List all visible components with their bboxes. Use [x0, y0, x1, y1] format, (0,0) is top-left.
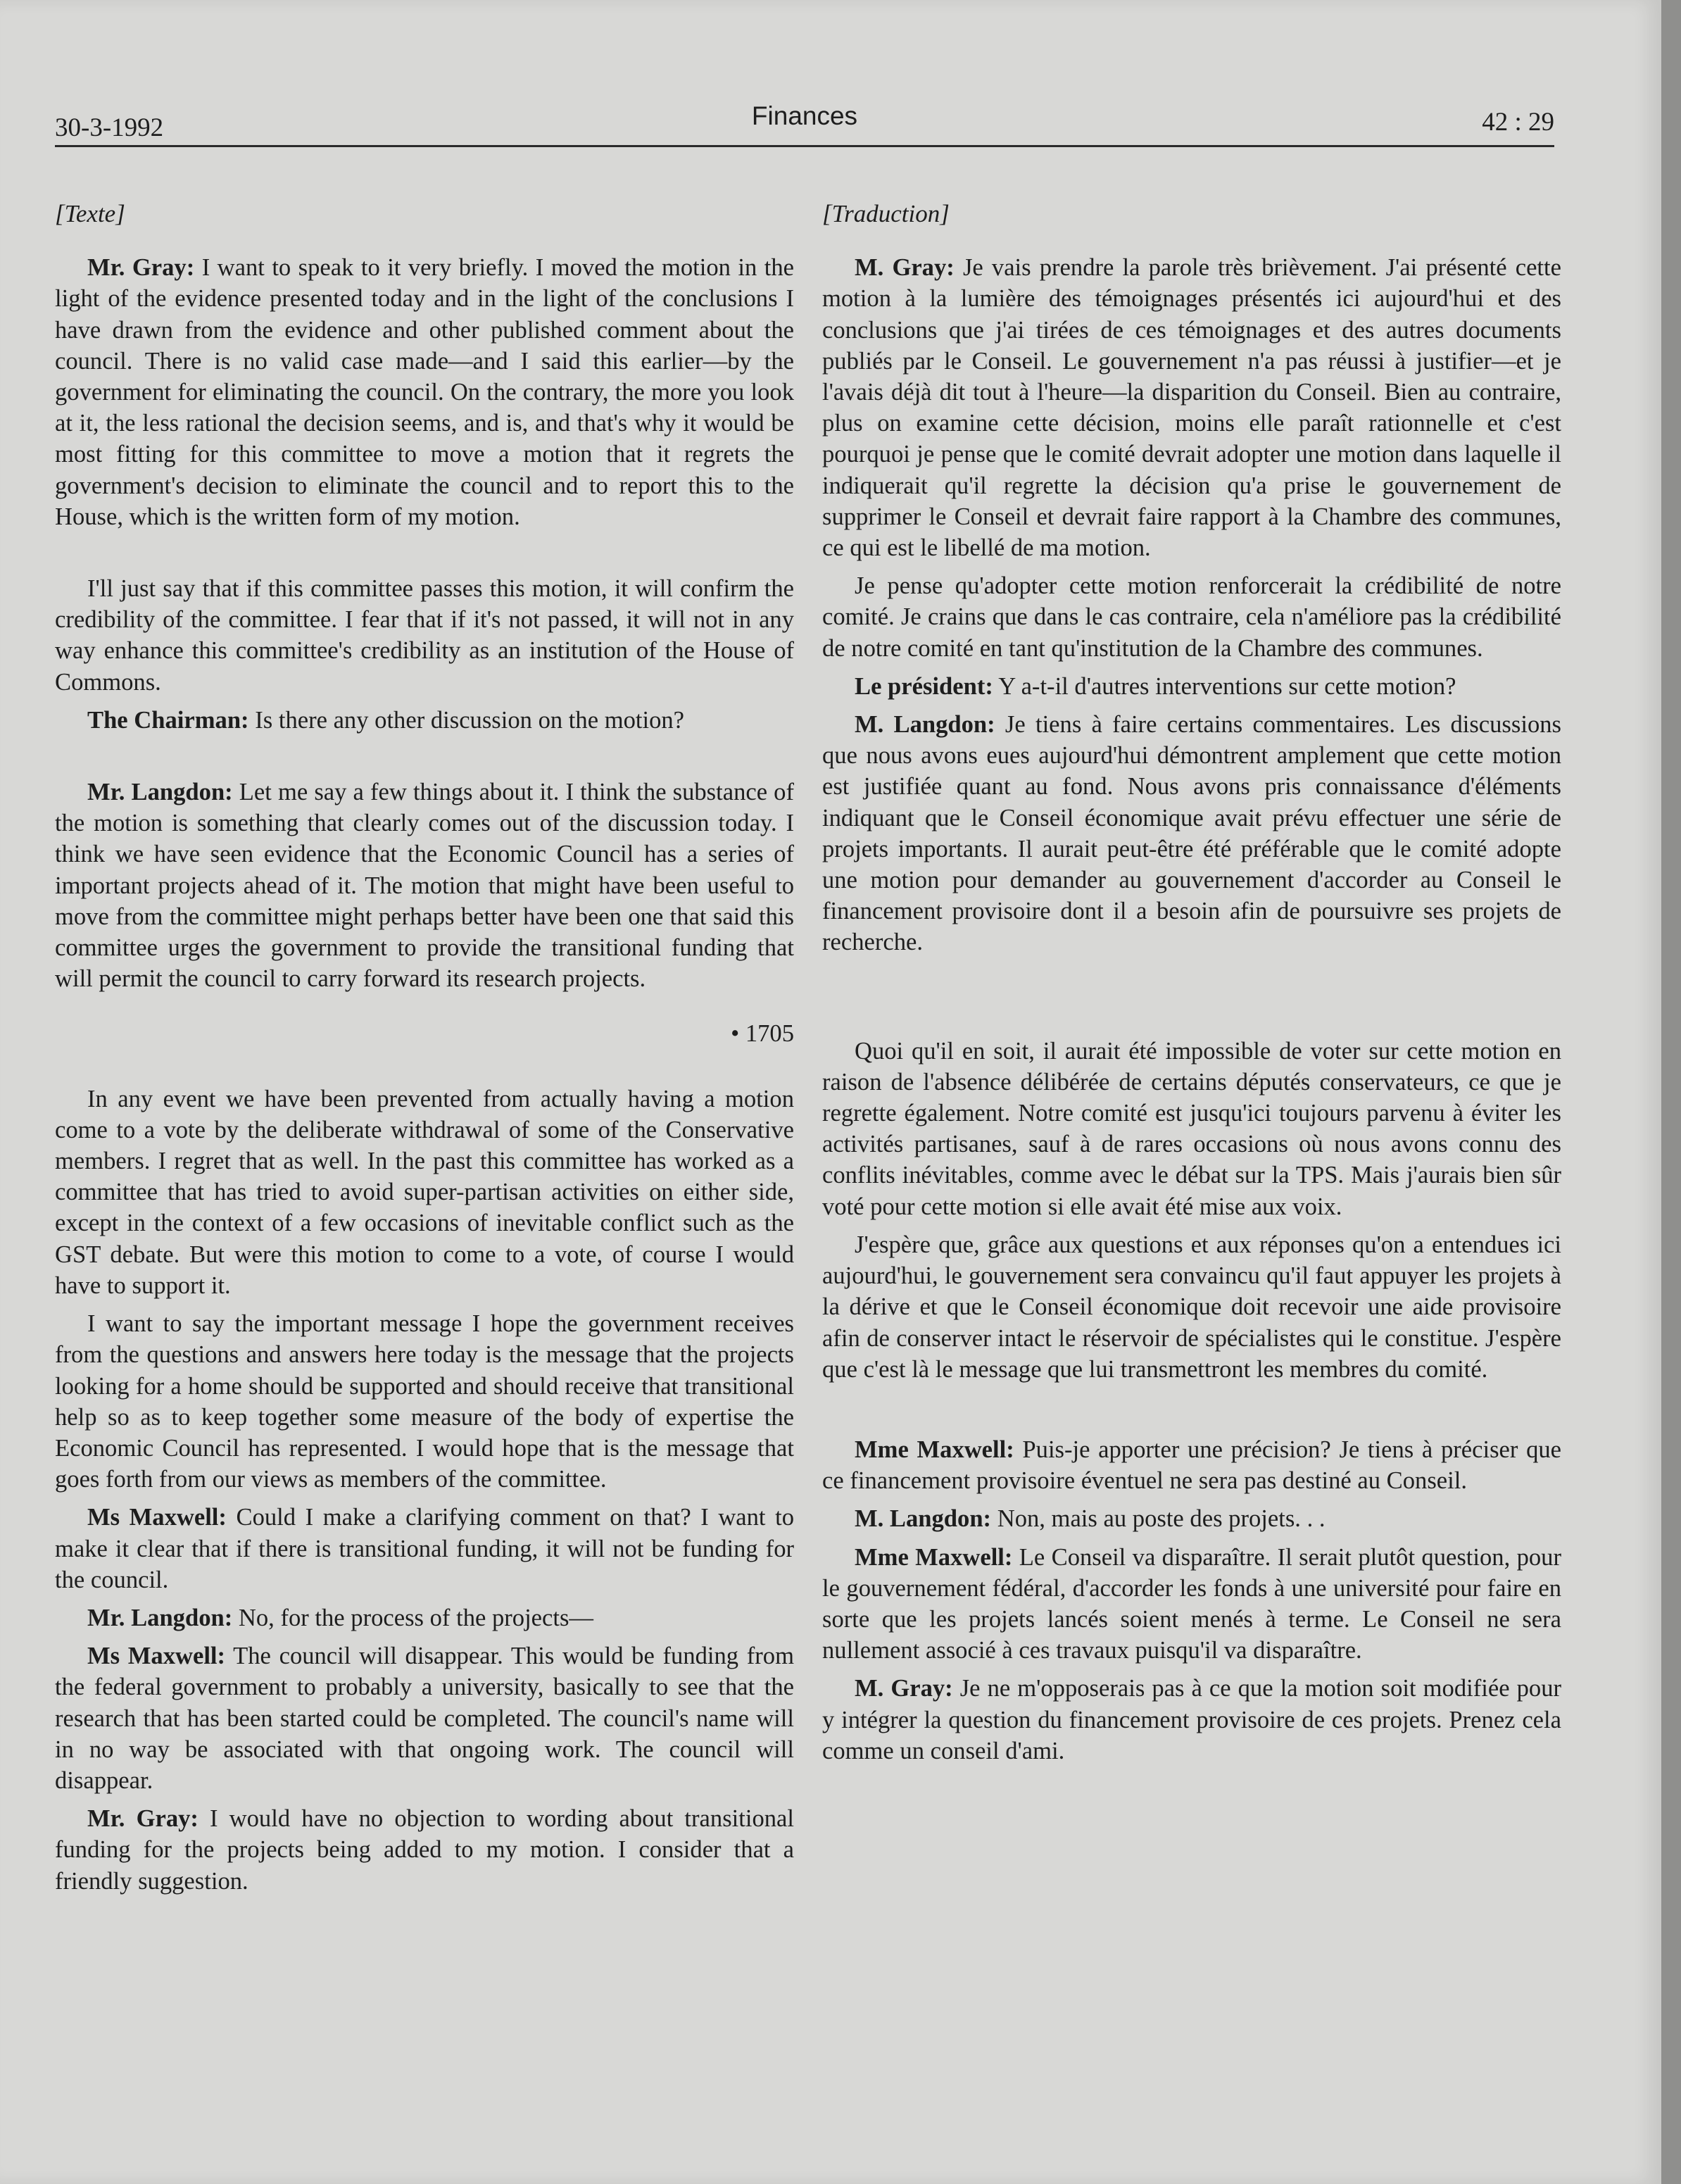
paragraph — [822, 671, 1561, 702]
speech: I'll just say that if this committee passes this motion, it will confirm the credibility of the committee. I fear that if it's not passed, it will not in any way enhance this committee's credibility as an institution of the House of Commons. — [55, 575, 794, 696]
paragraph — [55, 573, 794, 698]
header-date: 30-3-1992 — [55, 113, 164, 142]
speaker: Mr. Langdon: — [87, 1604, 233, 1631]
paragraph — [822, 1673, 1561, 1766]
paragraph — [55, 252, 794, 532]
page-edge-shadow — [1661, 0, 1681, 2184]
paragraph — [822, 252, 1561, 563]
speaker: Mr. Langdon: — [87, 779, 233, 806]
speaker: M. Gray: — [855, 1675, 953, 1702]
speech: Je pense qu'adopter cette motion renforcerait la crédibilité de notre comité. Je crains que dans le cas contraire, cela n'améliore pas la crédibilité de notre comité en tant qu'institution de la Chambre des communes. — [822, 572, 1561, 662]
speaker: Mme Maxwell: — [855, 1436, 1014, 1463]
paragraph — [55, 777, 794, 994]
speech: J'espère que, grâce aux questions et aux réponses qu'on a entendues ici aujourd'hui, le gouvernement sera convaincu qu'il faut appuyer les projets à la dérive et que le Conseil économique doit recevoir une aide provisoire afin de conserver intact le réservoir de spécialistes qui le constitue. J'espère que c'est là le message que lui transmettront les membres du comité. — [822, 1231, 1561, 1383]
english-column — [55, 199, 794, 1897]
paragraph — [55, 1640, 794, 1796]
speech: Le Conseil va disparaître. Il serait plutôt question, pour le gouvernement fédéral, d'accorder les fonds à une université pour faire en sorte que les projets lancés soient menés à terme. Le Conseil ne sera nullement associé à ces travaux puisqu'il va disparaître. — [822, 1543, 1561, 1664]
french-column — [822, 199, 1561, 1766]
paragraph — [55, 1803, 794, 1897]
paragraph — [55, 1308, 794, 1495]
section-label-texte: [Texte] — [55, 200, 125, 227]
speaker: M. Langdon: — [855, 1505, 992, 1533]
speech: I want to speak to it very briefly. I moved the motion in the light of the evidence presented today and in the light of the conclusions I have drawn from the evidence and other published comment about the council. There is no valid case made—and I said this earlier—by the government for eliminating the council. On the contrary, the more you look at it, the less rational the decision seems, and is, and that's why it would be most fitting for this committee to move a motion that it regrets the government's decision to eliminate the council and to report this to the House, which is the written form of my motion. — [55, 254, 795, 530]
paragraph — [55, 705, 794, 736]
speech: The council will disappear. This would be funding from the federal government to probably a university, basically to see that the research that has been started could be completed. The council's name will in no way be associated with that ongoing work. The council will disappear. — [55, 1643, 794, 1794]
speech: Y a-t-il d'autres interventions sur cette motion? — [993, 672, 1456, 700]
header-title: Finances — [751, 101, 858, 130]
paragraph — [822, 1503, 1561, 1534]
speech: I would have no objection to wording about transitional funding for the projects being added to my motion. I consider that a friendly suggestion. — [55, 1805, 795, 1895]
speaker: Le président: — [855, 672, 993, 700]
speaker: Mr. Gray: — [87, 254, 195, 282]
speaker: Ms Maxwell: — [87, 1504, 227, 1531]
speech: Let me say a few things about it. I think the substance of the motion is something that clearly comes out of the discussion today. I think we have seen evidence that the Economic Council has a series of important projects ahead of it. The motion that might have been useful to move from the committee might perhaps better have been one that said this committee urges the government to provide the transitional funding that will permit the council to carry forward its research projects. — [55, 779, 794, 993]
speaker: Ms Maxwell: — [87, 1643, 226, 1670]
header-page-number: 42 : 29 — [1482, 108, 1554, 137]
paragraph — [822, 1036, 1561, 1222]
speech: Je vais prendre la parole très brièvement. J'ai présenté cette motion à la lumière des témoignages présentés ici aujourd'hui et des conclusions que j'ai tirées de ces témoignages et des autres documents publiés par le Conseil. Le gouvernement n'a pas réussi à justifier—et je l'avais déjà dit tout à l'heure—la disparition du Conseil. Bien au contraire, plus on examine cette décision, moins elle paraît rationnelle et c'est pourquoi je pense que le comité devrait adopter une motion dans laquelle il indiquerait qu'il regrette la décision qu'a prise le gouvernement de supprimer le Conseil et devrait faire rapport à la Chambre des communes, ce qui est le libellé de ma motion. — [822, 254, 1561, 562]
paragraph — [822, 1542, 1561, 1667]
speech: Je tiens à faire certains commentaires. Les discussions que nous avons eues aujourd'hui démontrent amplement que cette motion est justifiée quant au fond. Nous avons pris connaissance d'éléments indiquant que le Conseil économique avait prévu effectuer une série de projets importants. Il aurait peut-être été préférable que le comité adopte une motion pour demander au gouvernement d'accorder au Conseil le financement provisoire dont il a besoin afin de poursuivre ses projets de recherche. — [822, 711, 1561, 956]
speaker: M. Gray: — [855, 254, 955, 282]
speech: Is there any other discussion on the motion? — [248, 706, 685, 734]
speech: Je ne m'opposerais pas à ce que la motion soit modifiée pour y intégrer la question du financement provisoire de ces projets. Prenez cela comme un conseil d'ami. — [822, 1675, 1561, 1764]
paragraph — [822, 570, 1561, 664]
speaker: M. Langdon: — [855, 711, 995, 739]
speech: No, for the process of the projects— — [232, 1604, 594, 1631]
paragraph — [55, 1502, 794, 1595]
speaker: Mr. Gray: — [87, 1805, 199, 1833]
speaker: Mme Maxwell: — [855, 1543, 1013, 1571]
speech: Non, mais au poste des projets. . . — [991, 1505, 1326, 1533]
paragraph — [822, 709, 1561, 958]
paragraph — [822, 1229, 1561, 1385]
speech: Quoi qu'il en soit, il aurait été impossible de voter sur cette motion en raison de l'absence délibérée de certains députés conservateurs, ce que je regrette également. Notre comité est jusqu'ici toujours parvenu à éviter les activités partisanes, sauf à de rares occasions où nous avons connu des conflits inévitables, comme avec le débat sur la TPS. Mais j'aurais bien sûr voté pour cette motion si elle avait été mise aux voix. — [822, 1037, 1561, 1220]
timestamp: • 1705 — [731, 1020, 794, 1048]
speech: I want to say the important message I hope the government receives from the questions and answers here today is the message that the projects looking for a home should be supported and should receive that transitional help so as to keep together some measure of the body of expertise the Economic Council has represented. I would hope that is the message that goes forth from our views as members of the committee. — [55, 1310, 794, 1493]
speech: Puis-je apporter une précision? Je tiens à préciser que ce financement provisoire éventuel ne sera pas destiné au Conseil. — [822, 1436, 1561, 1495]
paragraph — [822, 1434, 1561, 1496]
speaker: The Chairman: — [87, 706, 249, 734]
speech: In any event we have been prevented from actually having a motion come to a vote by the deliberate withdrawal of some of the Conservative members. I regret that as well. In the past this committee has worked as a committee that has tried to avoid super-partisan activities on either side, except in the context of a few occasions of inevitable conflict such as the GST debate. But were this motion to come to a vote, of course I would have to support it. — [55, 1085, 794, 1299]
paragraph — [55, 1602, 794, 1633]
header-rule — [55, 145, 1554, 147]
speech: Could I make a clarifying comment on that? I want to make it clear that if there is transitional funding, it will not be funding for the council. — [55, 1504, 795, 1593]
running-header — [55, 99, 1554, 145]
paragraph — [55, 1084, 794, 1301]
section-label-traduction: [Traduction] — [822, 200, 950, 227]
